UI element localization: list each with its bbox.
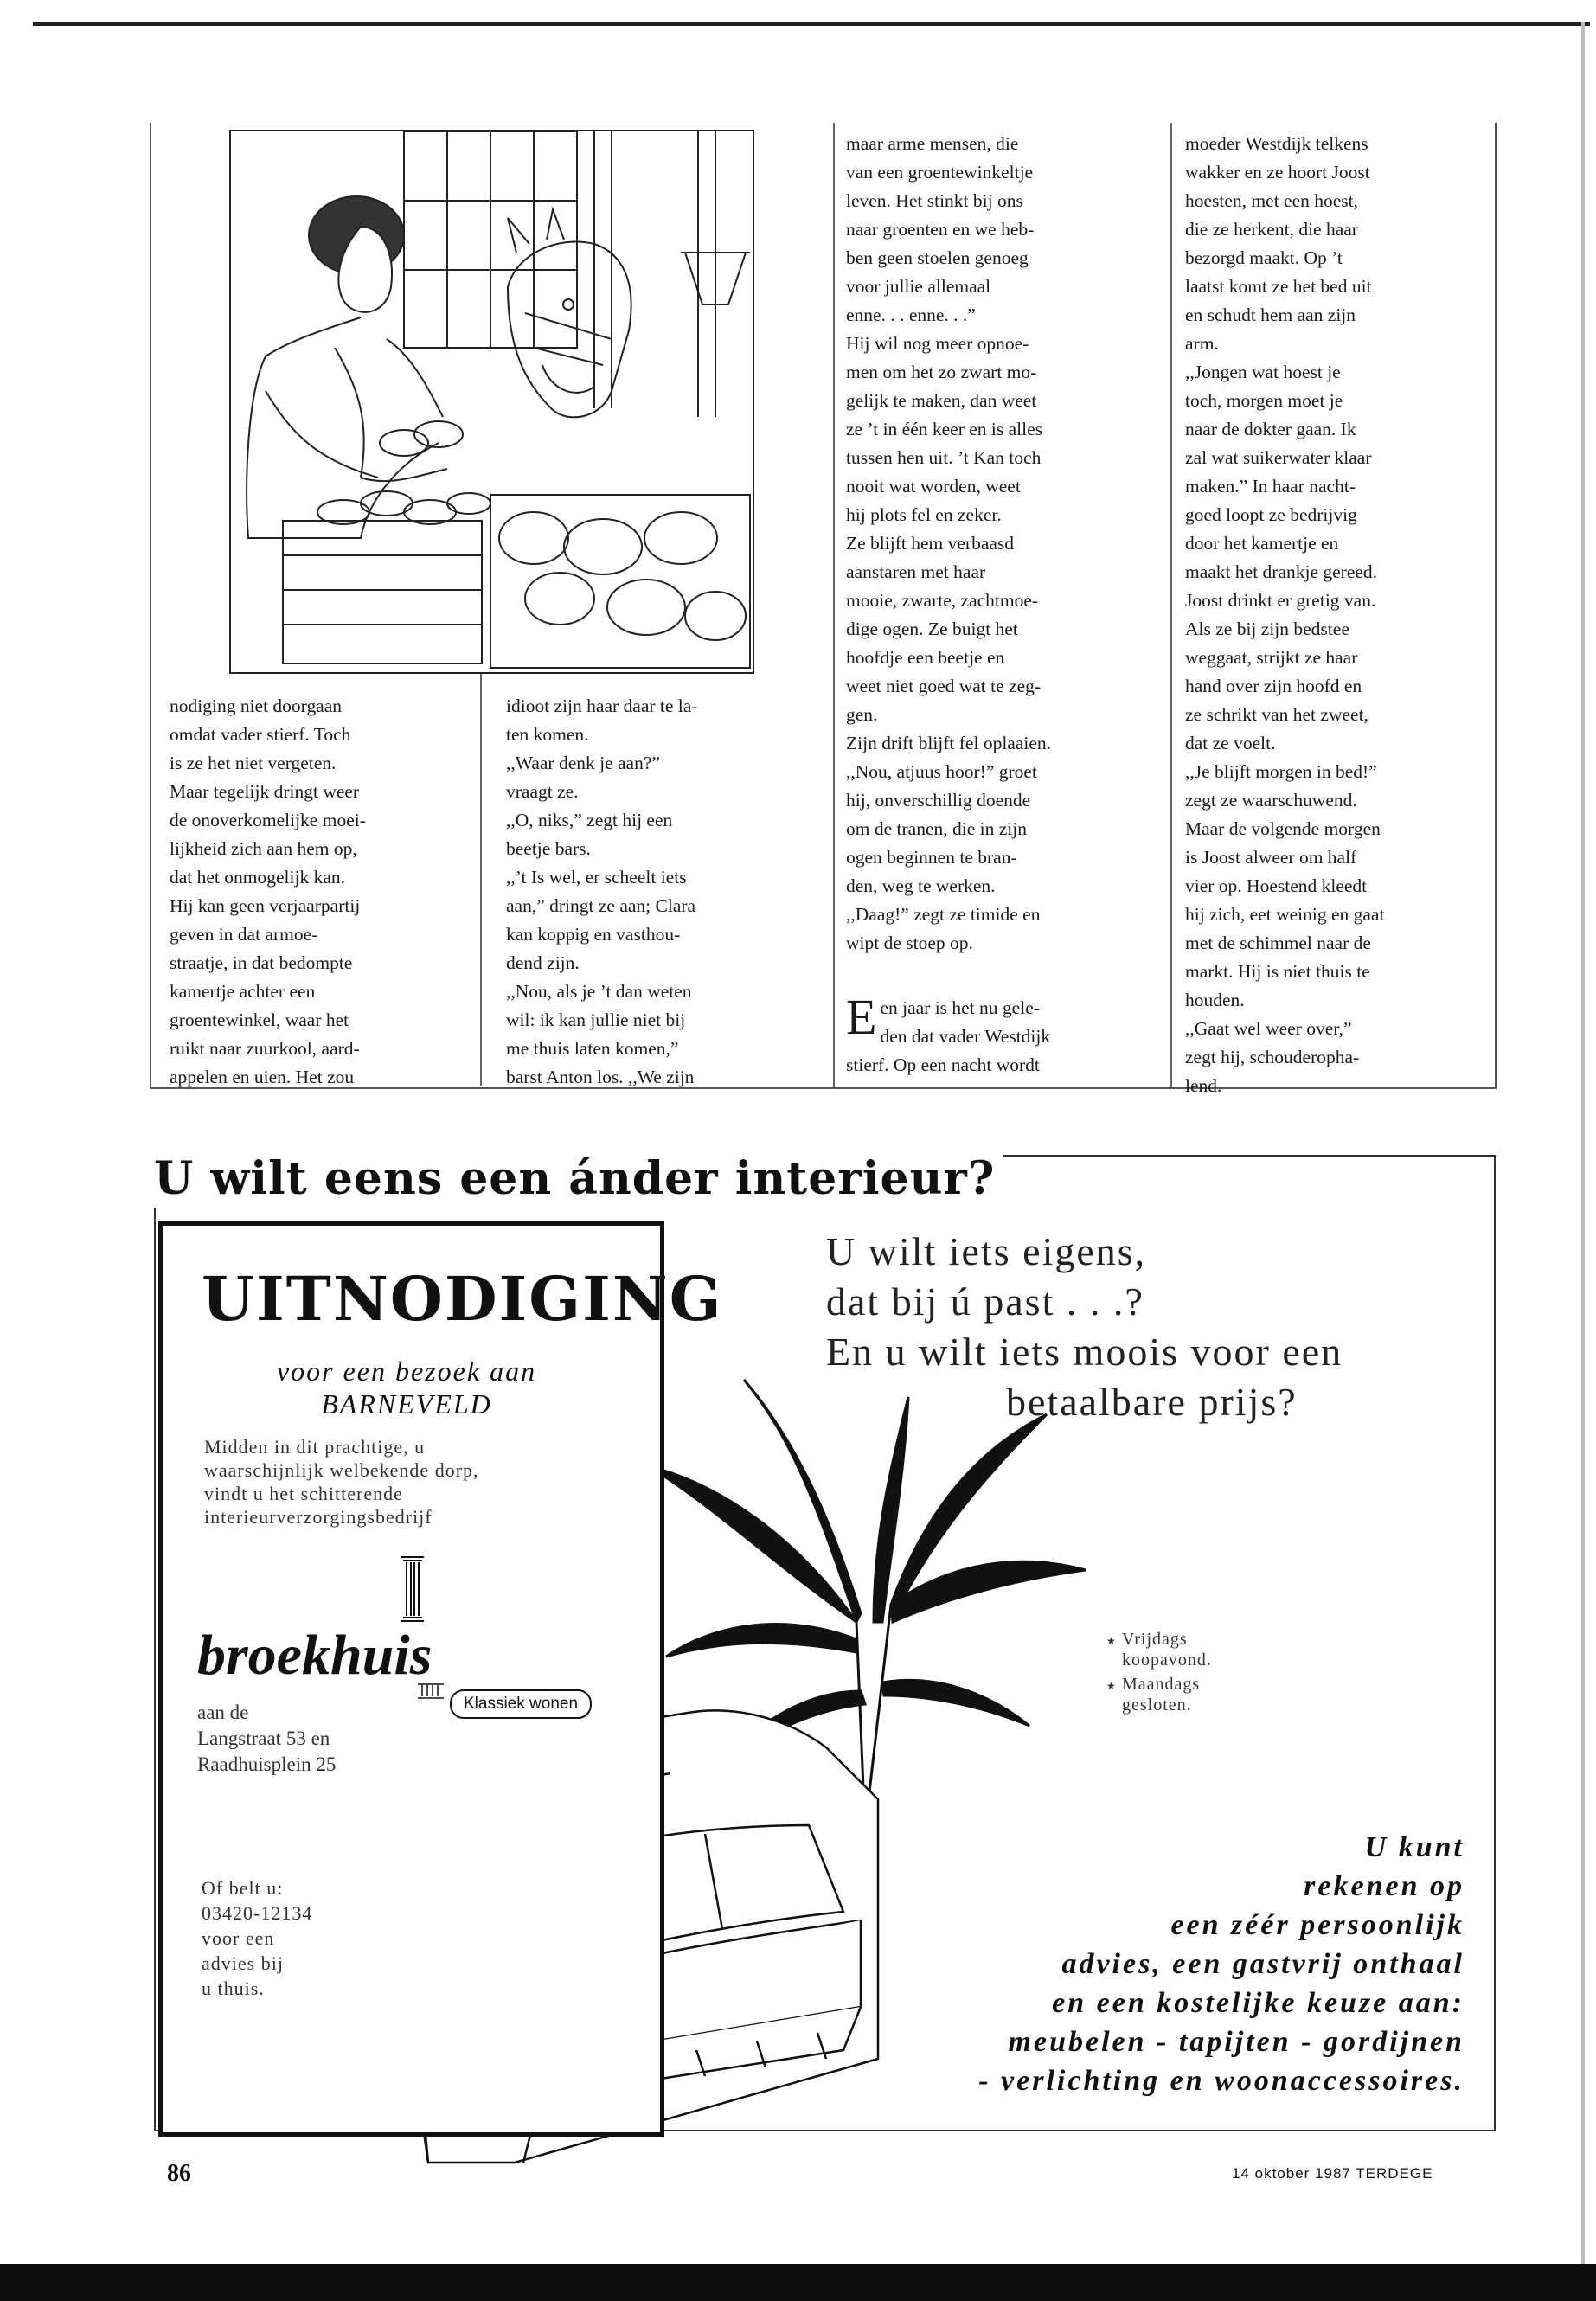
mini-column-icon	[417, 1682, 445, 1700]
promo-line-7: - verlichting en woonaccessoires.	[978, 2065, 1465, 2097]
brand-tagline: Klassiek wonen	[450, 1689, 592, 1719]
phone-info: Of belt u: 03420-12134 voor een advies bij u thuis.	[202, 1877, 313, 1999]
pitch-line-2: dat bij ú past . . .?	[826, 1279, 1144, 1324]
pitch-line-1: U wilt iets eigens,	[826, 1229, 1147, 1273]
story-column-2	[506, 692, 826, 1092]
pitch-line-4: betaalbare prijs?	[1006, 1380, 1298, 1424]
invitation-subtitle: voor een bezoek aan	[276, 1356, 537, 1387]
pitch-line-3: En u wilt iets moois voor een	[826, 1330, 1343, 1374]
promo-line-1: U kunt	[1364, 1831, 1465, 1863]
column-rule-2	[833, 123, 835, 1087]
store-address: aan de Langstraat 53 en Raadhuisplein 25	[197, 1702, 337, 1775]
page-number: 86	[167, 2160, 191, 2187]
opening-notes	[1122, 1629, 1260, 1719]
story-column-3-new-section	[846, 989, 1166, 1080]
story-column-3-section-text: en jaar is het nu gele- den dat vader Westdijk stierf. Op een nacht wordt	[846, 997, 1051, 1075]
story-column-3-text: maar arme mensen, die van een groentewinkeltje leven. Het stinkt bij ons naar groenten en we heb- ben geen stoelen genoeg voor jullie allemaal enne. . . enne. . .” Hij wil nog meer opnoe- men om het zo zwart mo- gelijk te maken, dan weet ze ’t in één keer en is alles tussen hen uit. ’t Kan toch nooit wat worden, weet hij plots fel en zeker. Ze blijft hem verbaasd aanstaren met haar mooie, zwarte, zachtmoe- dige ogen. Ze buigt het hoofdje een beetje en weet niet goed wat te zeg- gen. Zijn drift blijft fel oplaaien. ,,Nou, atjuus hoor!” groet hij, onverschillig doende om de tranen, die in zijn ogen beginnen te bran- den, weg te werken. ,,Daag!” zegt ze timide en wipt de stoep op.	[846, 133, 1052, 953]
story-column-3	[846, 130, 1166, 1080]
column-logo-icon	[400, 1554, 426, 1625]
note-item: ★ Maandags gesloten.	[1122, 1674, 1260, 1715]
story-illustration	[229, 130, 754, 674]
issue-footer: 14 oktober 1987 TERDEGE	[1232, 2165, 1433, 2182]
story-column-2-text: idioot zijn haar daar te la- ten komen. ,,Waar denk je aan?” vraagt ze. ,,O, niks,” zegt hij een beetje bars. ,,’t Is wel, er scheelt iets aan,” dringt ze aan; Clara kan koppig en vasthou- dend zijn. ,,Nou, als je ’t dan weten wil: ik kan jullie niet bij me thuis laten komen,” barst Anton los. ,,We zijn	[506, 695, 698, 1087]
promo-line-2: rekenen op	[1304, 1870, 1465, 1902]
promo-line-6: meubelen - tapijten - gordijnen	[1008, 2026, 1465, 2058]
promo-line-3: een zéér persoonlijk	[1170, 1909, 1465, 1941]
invitation-body: Midden in dit prachtige, u waarschijnlijk welbekende dorp, vindt u het schitterende interieurverzorgingsbedrijf	[204, 1436, 479, 1528]
story-column-4-text: moeder Westdijk telkens wakker en ze hoort Joost hoesten, met een hoest, die ze herkent, die haar bezorgd maakt. Op ’t laatst komt ze het bed uit en schudt hem aan zijn arm. ,,Jongen wat hoest je toch, morgen moet je naar de dokter gaan. Ik zal wat suikerwater klaar maken.” In haar nacht- goed loopt ze bedrijvig door het kamertje en maakt het drankje gereed. Joost drinkt er gretig van. Als ze bij zijn bedstee weggaat, strijkt ze haar hand over zijn hoofd en ze schrikt van het zweet, dat ze voelt. ,,Je blijft morgen in bed!” zegt ze waarschuwend. Maar de volgende morgen is Joost alweer om half vier op. Hoestend kleedt hij zich, eet weinig en gaat met de schimmel naar de markt. Hij is niet thuis te houden. ,,Gaat wel weer over,” zegt hij, schouderopha- lend.	[1185, 133, 1385, 1096]
note-item: ★ Vrijdags koopavond.	[1122, 1629, 1260, 1670]
column-rule-3	[1170, 123, 1172, 1087]
illustration-woman-horse-vegetables	[231, 131, 753, 672]
promo-line-4: advies, een gastvrij onthaal	[1061, 1948, 1465, 1980]
story-column-4	[1185, 130, 1488, 1100]
ad-headline: U wilt eens een ánder interieur?	[154, 1150, 1003, 1208]
drop-cap: E	[846, 989, 877, 1045]
brand-name: broekhuis	[197, 1624, 433, 1687]
column-rule-1	[480, 670, 482, 1086]
invitation-title: UITNODIGING	[202, 1263, 723, 1335]
story-column-1-text: nodiging niet doorgaan omdat vader stierf. Toch is ze het niet vergeten. Maar tegelijk dringt weer de onoverkomelijke moei- lijkheid zich aan hem op, dat het onmogelijk kan. Hij kan geen verjaarpartij geven in dat armoe- straatje, in dat bedompte kamertje achter een groentewinkel, waar het ruikt naar zuurkool, aard- appelen en uien. Het zou	[170, 695, 366, 1087]
promo-line-5: en een kostelijke keuze aan:	[1052, 1987, 1465, 2019]
scan-edge-top	[33, 22, 1590, 26]
invitation-town: BARNEVELD	[321, 1388, 492, 1420]
story-column-1	[170, 692, 472, 1092]
scan-edge-bottom	[0, 2264, 1596, 2301]
scan-edge-right	[1581, 22, 1585, 2267]
